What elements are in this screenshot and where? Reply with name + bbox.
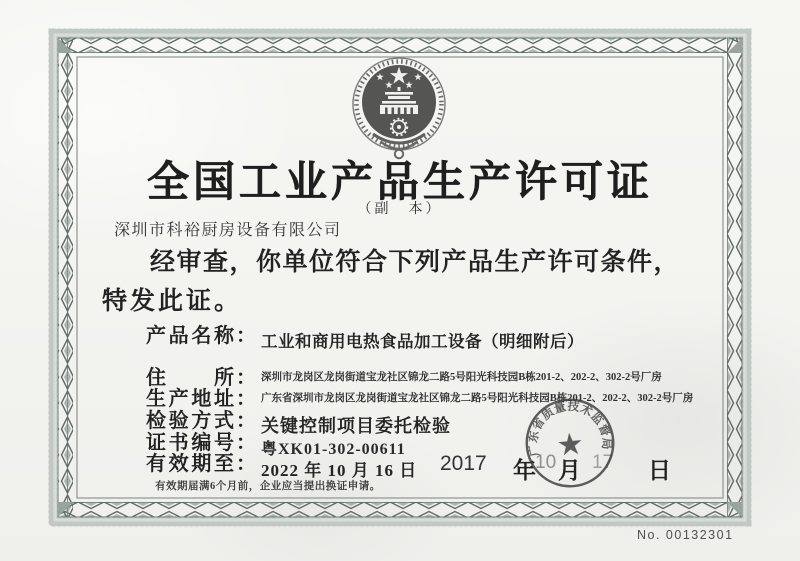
field-colon: ： bbox=[236, 367, 256, 389]
statement-line-1: 经审查，你单位符合下列产品生产许可条件， bbox=[150, 249, 681, 276]
field-value: 关键控制项目委托检验 bbox=[261, 416, 451, 436]
certificate-title: 全国工业产品生产许可证 bbox=[146, 160, 653, 206]
issue-date-month-unit: 月 bbox=[558, 458, 581, 483]
field-label: 生产地址 bbox=[146, 388, 234, 410]
field-row-residence bbox=[146, 368, 662, 389]
field-value: 广东省深圳市龙岗区龙岗街道宝龙社区锦龙二路5号阳光科技园B栋201-2、202-2、302-2号厂房 bbox=[261, 393, 694, 404]
field-row-product-name bbox=[146, 326, 584, 352]
national-emblem-icon bbox=[346, 56, 452, 162]
field-value: 2022 年 10 月 16 日 bbox=[261, 461, 418, 480]
company-name: 深圳市科裕厨房设备有限公司 bbox=[114, 222, 342, 239]
issue-date-day-unit: 日 bbox=[648, 458, 671, 483]
field-colon: ： bbox=[236, 410, 256, 432]
statement-line-2: 特发此证。 bbox=[102, 288, 243, 315]
official-seal bbox=[519, 392, 621, 494]
issue-date-month: 10 bbox=[535, 452, 557, 473]
field-value: 粤XK01-302-00611 bbox=[261, 441, 406, 458]
issue-date bbox=[0, 452, 800, 482]
field-colon: ： bbox=[236, 432, 256, 454]
field-label: 证书编号 bbox=[146, 432, 234, 454]
footnote: 有效期届满6个月前，企业应当提出换证申请。 bbox=[155, 481, 381, 492]
issue-date-year: 2017 bbox=[440, 452, 487, 475]
field-label: 有效期至 bbox=[146, 453, 234, 475]
field-colon: ： bbox=[236, 325, 256, 347]
issue-date-year-unit: 年 bbox=[513, 458, 536, 483]
serial-number: No. 00132301 bbox=[637, 528, 734, 542]
field-colon: ： bbox=[236, 453, 256, 475]
issue-date-day: 17 bbox=[592, 452, 614, 473]
field-value: 深圳市龙岗区龙岗街道宝龙社区锦龙二路5号阳光科技园B栋201-2、202-2、302-2号厂房 bbox=[261, 372, 662, 383]
field-label: 住所 bbox=[146, 367, 234, 389]
seal-text: 广东省质量技术监督局 bbox=[526, 399, 614, 458]
field-label: 检验方式 bbox=[146, 410, 234, 432]
field-value: 工业和商用电热食品加工设备（明细附后） bbox=[261, 332, 584, 351]
certificate-subtitle: （副 本） bbox=[357, 202, 443, 217]
field-colon: ： bbox=[236, 388, 256, 410]
field-label: 产品名称 bbox=[146, 325, 234, 347]
